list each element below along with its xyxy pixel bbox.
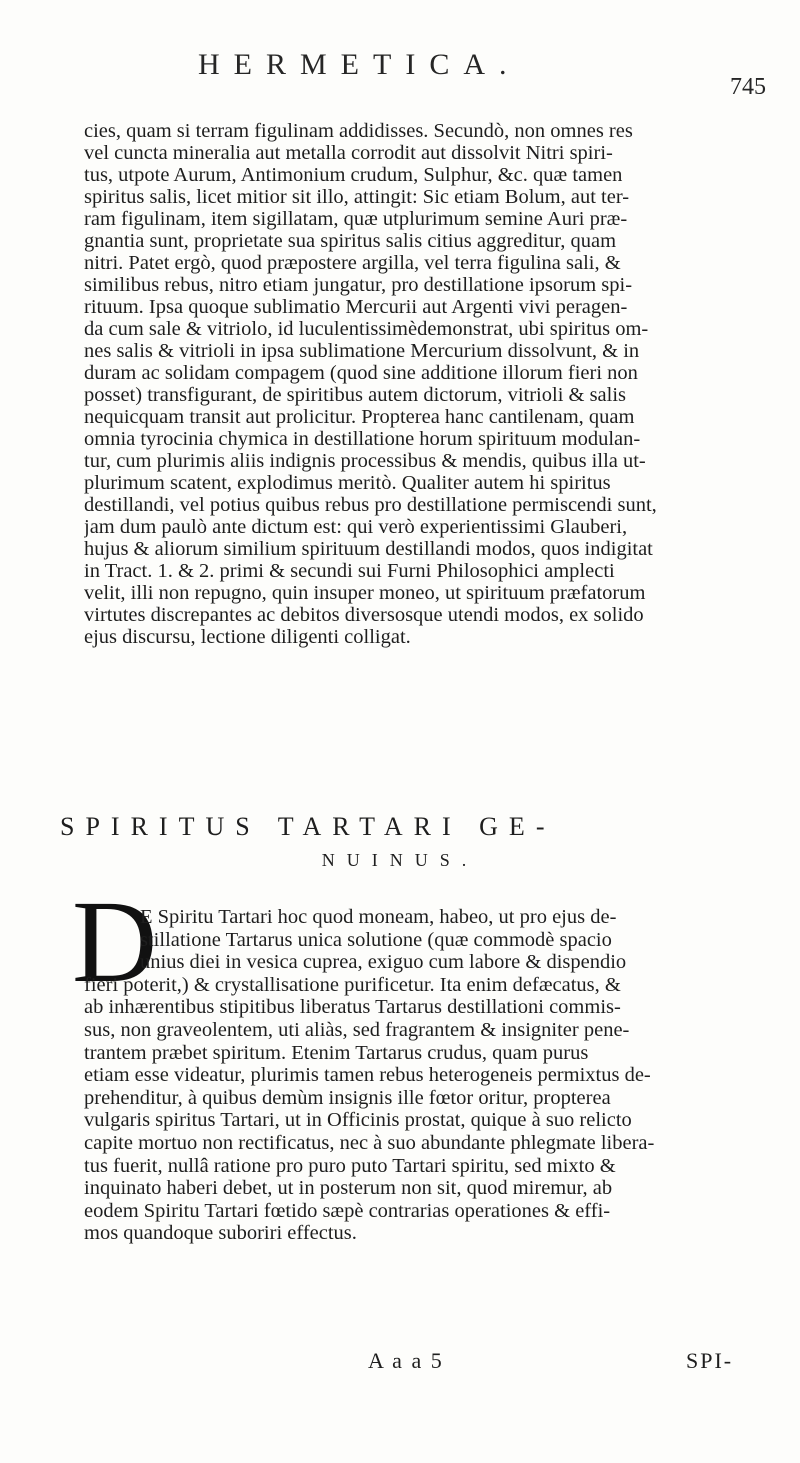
- text-line: jam dum paulò ante dictum est: qui verò experientissimi Glauberi,: [84, 516, 628, 538]
- text-line: spiritus salis, licet mitior sit illo, attingit: Sic etiam Bolum, aut ter-: [84, 186, 630, 208]
- text-line: inquinato haberi debet, ut in posterum non sit, quod miremur, ab: [84, 1177, 613, 1200]
- text-line: velit, illi non repugno, quin insuper moneo, ut spirituum præfatorum: [84, 582, 646, 604]
- text-line: vel cuncta mineralia aut metalla corrodit aut dissolvit Nitri spiri-: [84, 142, 613, 164]
- text-line: nes salis & vitrioli in ipsa sublimatione Mercurium dissolvunt, & in: [84, 340, 640, 362]
- text-line: vulgaris spiritus Tartari, ut in Officinis prostat, quique à suo relicto: [84, 1109, 632, 1132]
- text-line: nequicquam transit aut prolicitur. Propterea hanc cantilenam, quam: [84, 406, 635, 428]
- running-title: HERMETICA.: [198, 48, 521, 81]
- text-line: eodem Spiritu Tartari fœtido sæpè contrarias operationes & effi-: [84, 1199, 611, 1222]
- text-line: virtutes discrepantes ac debitos diversosque utendi modos, ex solido: [84, 604, 644, 626]
- text-line: omnia tyrocinia chymica in destillatione horum spirituum modulan-: [84, 428, 641, 450]
- text-line: posset) transfigurant, de spiritibus autem dictorum, vitrioli & salis: [84, 384, 627, 406]
- section-title-continued: NUINUS.: [321, 850, 479, 870]
- section-title: SPIRITUS TARTARI GE-: [60, 812, 556, 841]
- text-line: etiam esse videatur, plurimis tamen rebus heterogeneis permixtus de-: [84, 1064, 651, 1087]
- text-line: tus fuerit, nullâ ratione pro puro puto Tartari spiritu, sed mixto &: [84, 1154, 616, 1177]
- text-line: tus, utpote Aurum, Antimonium crudum, Sulphur, &c. quæ tamen: [84, 164, 623, 186]
- text-line: nitri. Patet ergò, quod præpostere argilla, vel terra figulina sali, &: [84, 252, 621, 274]
- text-line: stillatione Tartarus unica solutione (quæ commodè spacio: [140, 928, 612, 951]
- paragraph-2: [84, 906, 789, 1245]
- paragraph-1: [84, 120, 789, 648]
- text-line: unius diei in vesica cuprea, exiguo cum labore & dispendio: [140, 951, 627, 974]
- text-line: rituum. Ipsa quoque sublimatio Mercurii aut Argenti vivi peragen-: [84, 296, 628, 318]
- page-number: 745: [730, 74, 766, 100]
- text-line: ram figulinam, item sigillatam, quæ utplurimum semine Auri præ-: [84, 208, 628, 230]
- text-line: sus, non graveolentem, uti aliàs, sed fragrantem & insigniter pene-: [84, 1018, 630, 1041]
- page-header: [0, 48, 800, 100]
- text-line: prehenditur, à quibus demùm insignis ille fœtor oritur, propterea: [84, 1086, 611, 1109]
- text-line: gnantia sunt, proprietate sua spiritus salis citius aggreditur, quam: [84, 230, 617, 252]
- catchword: SPI-: [686, 1348, 734, 1373]
- drop-cap: D: [72, 876, 158, 1007]
- text-line: cies, quam si terram figulinam addidisses. Secundò, non omnes res: [84, 120, 633, 142]
- text-line: fieri poterit,) & crystallisatione purificetur. Ita enim defæcatus, &: [84, 973, 621, 996]
- text-line: destillandi, vel potius quibus rebus pro destillatione permiscendi sunt,: [84, 494, 657, 516]
- text-line: trantem præbet spiritum. Etenim Tartarus crudus, quam purus: [84, 1041, 589, 1064]
- text-line: similibus rebus, nitro etiam jungatur, pro destillatione ipsorum spi-: [84, 274, 633, 296]
- text-line: da cum sale & vitriolo, id luculentissimèdemonstrat, ubi spiritus om-: [84, 318, 649, 340]
- page-footer: [0, 1348, 800, 1378]
- text-line: mos quandoque suboriri effectus.: [84, 1222, 357, 1245]
- text-line: tur, cum plurimis aliis indignis processibus & mendis, quibus illa ut-: [84, 450, 646, 472]
- text-line: in Tract. 1. & 2. primi & secundi sui Furni Philosophici amplecti: [84, 560, 615, 582]
- text-line: ab inhærentibus stipitibus liberatus Tartarus destillationi commis-: [84, 996, 621, 1019]
- text-line: duram ac solidam compagem (quod sine additione illorum fieri non: [84, 362, 638, 384]
- text-line: E Spiritu Tartari hoc quod moneam, habeo, ut pro ejus de-: [140, 906, 617, 928]
- text-line: ejus discursu, lectione diligenti colligat.: [84, 626, 411, 648]
- text-line: capite mortuo non rectificatus, nec à suo abundante phlegmate libera-: [84, 1131, 655, 1154]
- text-line: plurimum scatent, explodimus meritò. Qualiter autem hi spiritus: [84, 472, 611, 494]
- signature-mark: A a a 5: [368, 1348, 444, 1373]
- text-line: hujus & aliorum similium spirituum destillandi modos, quos indigitat: [84, 538, 653, 560]
